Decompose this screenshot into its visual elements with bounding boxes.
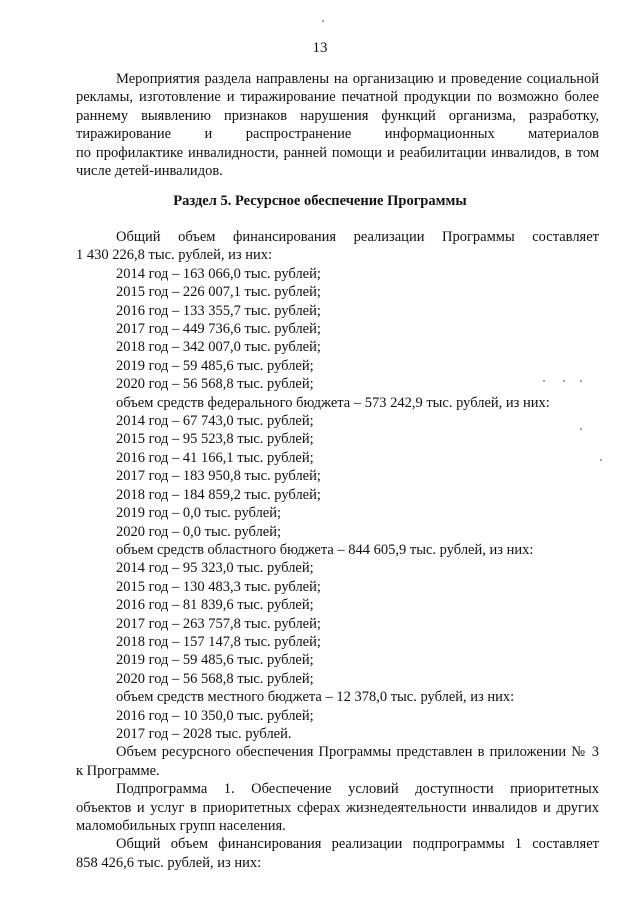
subprogram-total-line: 858 426,6 тыс. рублей, из них:	[76, 854, 262, 871]
scan-speck	[563, 380, 565, 382]
total-year-item: 2020 год – 56 568,8 тыс. рублей;	[116, 376, 314, 393]
scan-speck	[322, 20, 324, 22]
total-line: 1 430 226,8 тыс. рублей, из них:	[76, 247, 272, 264]
regional-year-item: 2016 год – 81 839,6 тыс. рублей;	[116, 597, 314, 614]
regional-year-item: 2019 год – 59 485,6 тыс. рублей;	[116, 652, 314, 669]
regional-year-item: 2020 год – 56 568,8 тыс. рублей;	[116, 670, 314, 687]
intro-line: раннему выявлению признаков нарушения функций организма, разработку,	[76, 107, 599, 124]
regional-year-item: 2015 год – 130 483,3 тыс. рублей;	[116, 578, 321, 595]
scan-speck	[543, 380, 545, 382]
regional-year-item: 2017 год – 263 757,8 тыс. рублей;	[116, 615, 321, 632]
total-year-item: 2014 год – 163 066,0 тыс. рублей;	[116, 265, 321, 282]
federal-year-item: 2020 год – 0,0 тыс. рублей;	[116, 523, 282, 540]
intro-line: по профилактике инвалидности, ранней помощи и реабилитации инвалидов, в том	[76, 144, 599, 161]
page-number: 13	[312, 40, 328, 56]
appendix-line: к Программе.	[76, 762, 160, 779]
subprogram-line: Подпрограмма 1. Обеспечение условий доступности приоритетных	[116, 781, 599, 798]
federal-year-item: 2017 год – 183 950,8 тыс. рублей;	[116, 468, 321, 485]
intro-line: тиражирование и распространение информационных материалов	[76, 126, 599, 143]
total-year-item: 2018 год – 342 007,0 тыс. рублей;	[116, 339, 321, 356]
intro-line: рекламы, изготовление и тиражирование печатной продукции по возможно более	[76, 89, 599, 106]
funding-section	[76, 228, 599, 872]
regional-year-item: 2018 год – 157 147,8 тыс. рублей;	[116, 633, 321, 650]
total-year-item: 2019 год – 59 485,6 тыс. рублей;	[116, 357, 314, 374]
regional-year-item: 2014 год – 95 323,0 тыс. рублей;	[116, 560, 314, 577]
local-header: объем средств местного бюджета – 12 378,0 тыс. рублей, из них:	[116, 689, 515, 706]
local-year-item: 2017 год – 2028 тыс. рублей.	[116, 725, 292, 742]
intro-line: Мероприятия раздела направлены на организацию и проведение социальной	[116, 71, 599, 87]
federal-year-item: 2019 год – 0,0 тыс. рублей;	[116, 505, 282, 522]
federal-year-item: 2016 год – 41 166,1 тыс. рублей;	[116, 449, 314, 466]
subprogram-total-line: Общий объем финансирования реализации подпрограммы 1 составляет	[116, 836, 599, 853]
federal-year-item: 2015 год – 95 523,8 тыс. рублей;	[116, 431, 314, 448]
total-year-item: 2015 год – 226 007,1 тыс. рублей;	[116, 284, 321, 301]
total-year-item: 2017 год – 449 736,6 тыс. рублей;	[116, 321, 321, 338]
federal-year-item: 2014 год – 67 743,0 тыс. рублей;	[116, 413, 314, 430]
local-year-item: 2016 год – 10 350,0 тыс. рублей;	[116, 707, 314, 724]
total-year-item: 2016 год – 133 355,7 тыс. рублей;	[116, 302, 321, 319]
scan-speck	[580, 428, 582, 430]
appendix-line: Объем ресурсного обеспечения Программы представлен в приложении № 3	[116, 744, 599, 761]
intro-paragraph	[76, 70, 599, 180]
subprogram-line: маломобильных групп населения.	[76, 818, 286, 834]
federal-year-item: 2018 год – 184 859,2 тыс. рублей;	[116, 486, 321, 503]
intro-line: числе детей-инвалидов.	[76, 163, 223, 180]
federal-header: объем средств федерального бюджета – 573 242,9 тыс. рублей, из них:	[116, 394, 550, 411]
subprogram-line: объектов и услуг в приоритетных сферах жизнедеятельности инвалидов и других	[76, 799, 599, 816]
regional-header: объем средств областного бюджета – 844 605,9 тыс. рублей, из них:	[116, 541, 534, 558]
scan-speck	[580, 380, 582, 382]
section-heading: Раздел 5. Ресурсное обеспечение Программы	[173, 193, 467, 209]
scan-speck	[600, 459, 602, 461]
total-line: Общий объем финансирования реализации Программы составляет	[116, 229, 599, 245]
